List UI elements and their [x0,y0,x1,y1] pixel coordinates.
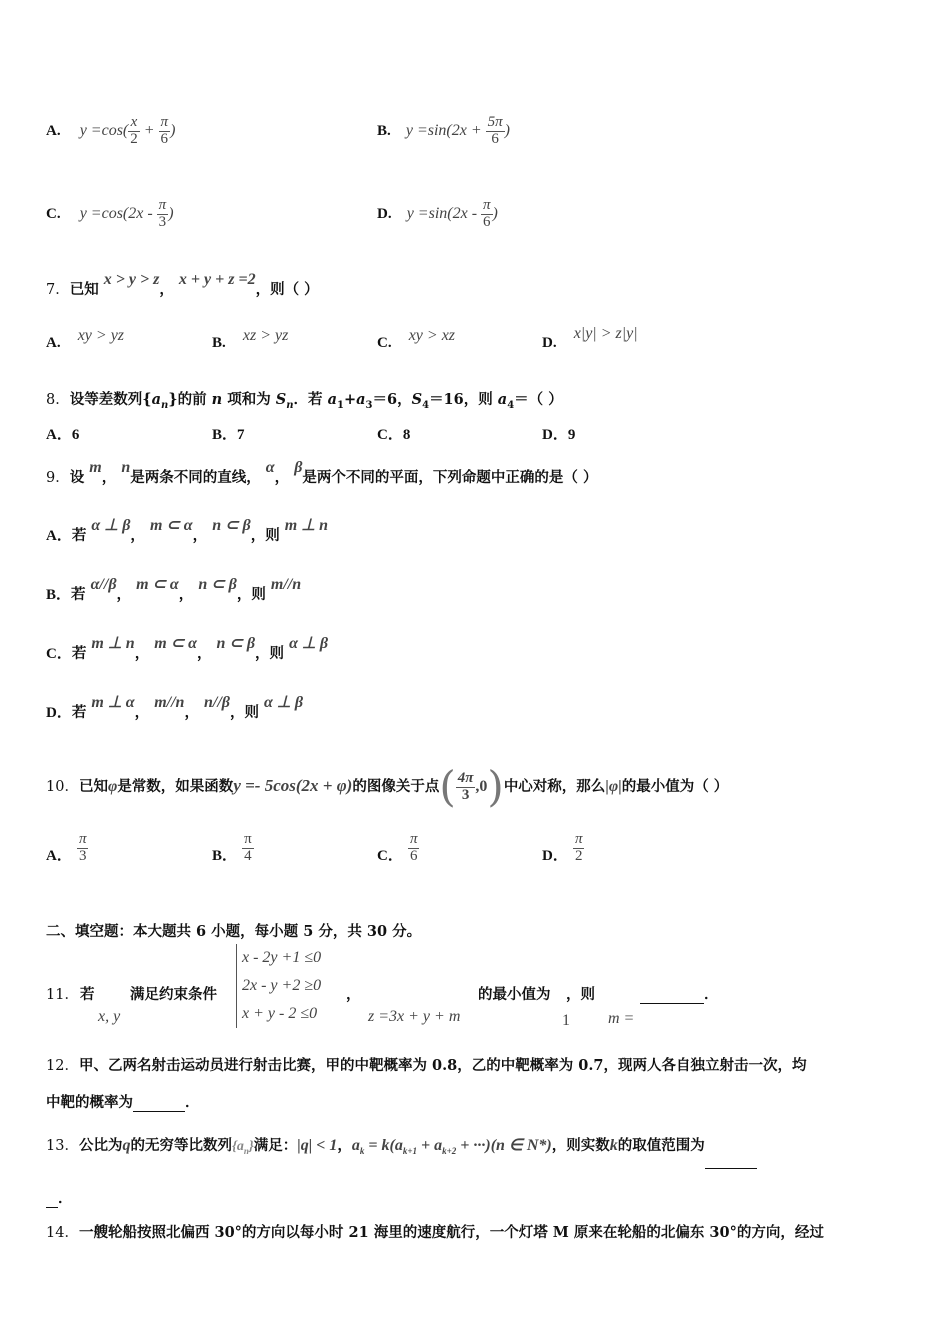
q11-text: 的最小值为 [478,986,551,1003]
min-value: 1 [562,1012,570,1029]
question-13: 13．公比为q的无穷等比数列$\{a_n\}$满足：|q| < 1，$a_k = k(a_{k+1} + a_{k+2} + \cdot\cdot\cdot)(n$ ∈ N*)，则实数k的取值范围为 [46,1124,757,1173]
q7-option-d[interactable]: D. x|y| > z|y| [542,325,638,351]
question-9: 9．设 m， n是两条不同的直线， α， β是两个不同的平面，下列命题中正确的是（ ） [46,459,598,486]
question-10: 10．已知φ是常数，如果函数y =- 5cos(2x + φ)的图像关于点( $\frac{4\pi}{3}$ ,0)中心对称，那么|φ|的最小值为（ ） [46,762,729,811]
question-12-line2: 中靶的概率为 ． [46,1094,200,1111]
q6-option-c[interactable] [46,198,174,231]
q8-option-a[interactable]: A．6 [46,427,80,443]
m-variable: m = [608,1010,635,1027]
math-expression: y =cos( $\frac{x}{2}$ + $\frac{\pi}{6}$ ) [79,114,176,147]
q11-text: 满足约束条件 [130,986,217,1003]
q6-option-b[interactable] [377,115,510,148]
section-title: 二、填空题：本大题共 6 小题，每小题 5 分，共 30 分。 [46,923,422,940]
q8-option-c[interactable]: C．8 [377,427,411,443]
q8-option-d[interactable]: D．9 [542,427,576,443]
q7-option-b[interactable]: B. xz > yz [212,327,289,351]
q6-option-a[interactable] [46,115,175,148]
q9-option-c[interactable]: C．若 m ⊥ n， m ⊂ α， n ⊂ β，则 α ⊥ β [46,635,329,662]
q11-vars: x, y [98,1008,121,1025]
q6-option-d[interactable] [377,198,498,231]
q10-option-d[interactable]: D． $\frac{\pi}{2}$ [542,831,583,864]
math-expression: y =sin(2x + $\frac{5\pi}{6}$ ) [405,114,510,147]
q9-option-b[interactable]: B．若 α//β， m ⊂ α， n ⊂ β，则 m//n [46,576,302,603]
q7-option-c[interactable]: C. xy > xz [377,327,456,351]
option-label: D. [377,205,392,222]
q11-text: 若 [80,986,95,1003]
q8-option-b[interactable]: B．7 [212,427,245,443]
question-14: 14．一艘轮船按照北偏西 30°的方向以每小时 21 海里的速度航行，一个灯塔 M 原来在轮船的北偏东 30°的方向，经过 [46,1224,824,1241]
option-label: B. [377,122,391,139]
question-12: 12．甲、乙两名射击运动员进行射击比赛，甲的中靶概率为 0.8，乙的中靶概率为 0.7，现两人各自独立射击一次，均 [46,1057,807,1074]
q10-option-b[interactable]: B． $\frac{\pi}{4}$ [212,831,252,864]
q11-number: 11． [46,987,79,1003]
answer-blank[interactable] [133,1094,185,1112]
constraint-system: x - 2y +1 ≤0 2x - y +2 ≥0 x + y - 2 ≤0 [236,944,321,1028]
q9-option-a[interactable]: A．若 α ⊥ β， m ⊂ α， n ⊂ β，则 m ⊥ n [46,517,329,544]
question-7: 7．已知 x > y > z， x + y + z =2，则（ ） [46,271,319,298]
answer-blank[interactable] [705,1124,757,1169]
option-label: C. [46,205,61,222]
q10-option-a[interactable]: A． $\frac{\pi}{3}$ [46,831,87,864]
answer-blank[interactable]: ． [640,983,719,1004]
option-label: A. [46,122,61,139]
q9-option-d[interactable]: D．若 m ⊥ α， m//n， n//β，则 α ⊥ β [46,694,304,721]
question-13-line2: ． [46,1187,73,1208]
math-expression: y =sin(2x - $\frac{\pi}{6}$ ) [406,197,498,230]
objective-function: z =3x + y + m [368,1008,461,1025]
math-expression: y =cos(2x - $\frac{\pi}{3}$ ) [79,197,174,230]
q10-option-c[interactable]: C． $\frac{\pi}{6}$ [377,831,418,864]
question-8: 8．设等差数列$\{a_n\}$的前 n 项和为 $S_n$．若 $a_1+a_3=6$，$S_4=16$，则 $a_4=$（ ） [46,391,563,411]
q7-option-a[interactable]: A. xy > yz [46,327,125,351]
